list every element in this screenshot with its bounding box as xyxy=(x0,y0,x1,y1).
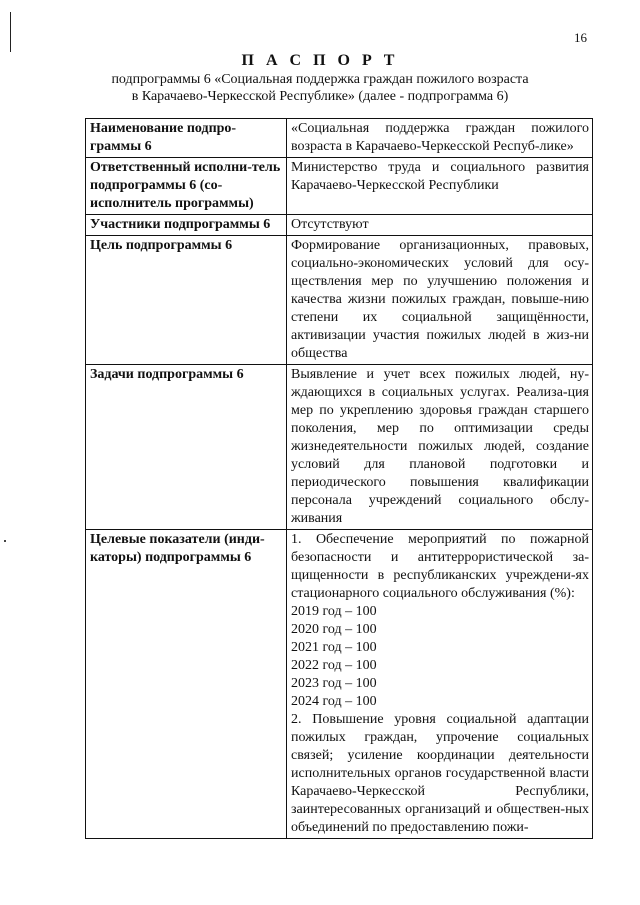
row-label: Задачи подпрограммы 6 xyxy=(86,365,287,530)
passport-table xyxy=(85,118,593,839)
value-line: 2020 год – 100 xyxy=(291,622,377,637)
value-line: Министерство труда и социального развития Карачаево-Черкесской Республики xyxy=(291,160,589,193)
value-line: Выявление и учет всех пожилых людей, ну-ждающихся в социальных услугах. Реализа-ция мер по укреплению здоровья граждан старшего поколения, мер по оптимизации среды жизнедеятельности пожилых людей, создание условий для плановой подготовки и периодического повышения квалификации персонала учреждений социального обслу-живания xyxy=(291,367,589,526)
row-label: Участники подпрограммы 6 xyxy=(86,215,287,236)
table-row xyxy=(86,530,593,839)
table-row xyxy=(86,158,593,215)
table-row xyxy=(86,215,593,236)
row-label: Целевые показатели (инди-каторы) подпрограммы 6 xyxy=(86,530,287,839)
value-line: 2019 год – 100 xyxy=(291,604,377,619)
table-row xyxy=(86,365,593,530)
row-value xyxy=(287,236,593,365)
value-line: 2. Повышение уровня социальной адаптации пожилых граждан, упрочение социальных связей; усиление координации деятельности исполнительных органов государственной власти Карачаево-Черкесской Республики, заинтересованных организаций и обществен-ных объединений по предоставлению пожи- xyxy=(291,712,589,835)
value-line: 1. Обеспечение мероприятий по пожарной безопасности и антитеррористической за-щищенности в республиканских учреждени-ях стационарного социального обслуживания (%): xyxy=(291,532,589,601)
table-row xyxy=(86,236,593,365)
page-number: 16 xyxy=(574,30,587,45)
margin-line xyxy=(10,12,11,52)
value-line: 2021 год – 100 xyxy=(291,640,377,655)
row-value xyxy=(287,215,593,236)
row-value xyxy=(287,119,593,158)
value-line: 2022 год – 100 xyxy=(291,658,377,673)
value-line: Формирование организационных, правовых, социально-экономических условий для осу-ществления мер по улучшению положения и качества жизни пожилых граждан, повыше-нию степени их социальной защищённости, активизации участия пожилых людей в жиз-ни общества xyxy=(291,238,589,361)
document-subtitle xyxy=(60,71,580,105)
document-title: П А С П О Р Т xyxy=(241,52,399,69)
subtitle-line: подпрограммы 6 «Социальная поддержка граждан пожилого возраста xyxy=(111,72,529,87)
row-value xyxy=(287,530,593,839)
row-value xyxy=(287,158,593,215)
value-line: Отсутствуют xyxy=(291,217,369,232)
row-label: Ответственный исполни-тель подпрограммы 6 (со-исполнитель программы) xyxy=(86,158,287,215)
subtitle-line: в Карачаево-Черкесской Республике» (далее - подпрограмма 6) xyxy=(131,89,509,104)
row-label: Цель подпрограммы 6 xyxy=(86,236,287,365)
table-row xyxy=(86,119,593,158)
row-label: Наименование подпро-граммы 6 xyxy=(86,119,287,158)
value-line: «Социальная поддержка граждан пожилого возраста в Карачаево-Черкесской Респуб-лике» xyxy=(291,121,589,154)
row-value xyxy=(287,365,593,530)
margin-mark xyxy=(4,540,6,542)
value-line: 2023 год – 100 xyxy=(291,676,377,691)
value-line: 2024 год – 100 xyxy=(291,694,377,709)
